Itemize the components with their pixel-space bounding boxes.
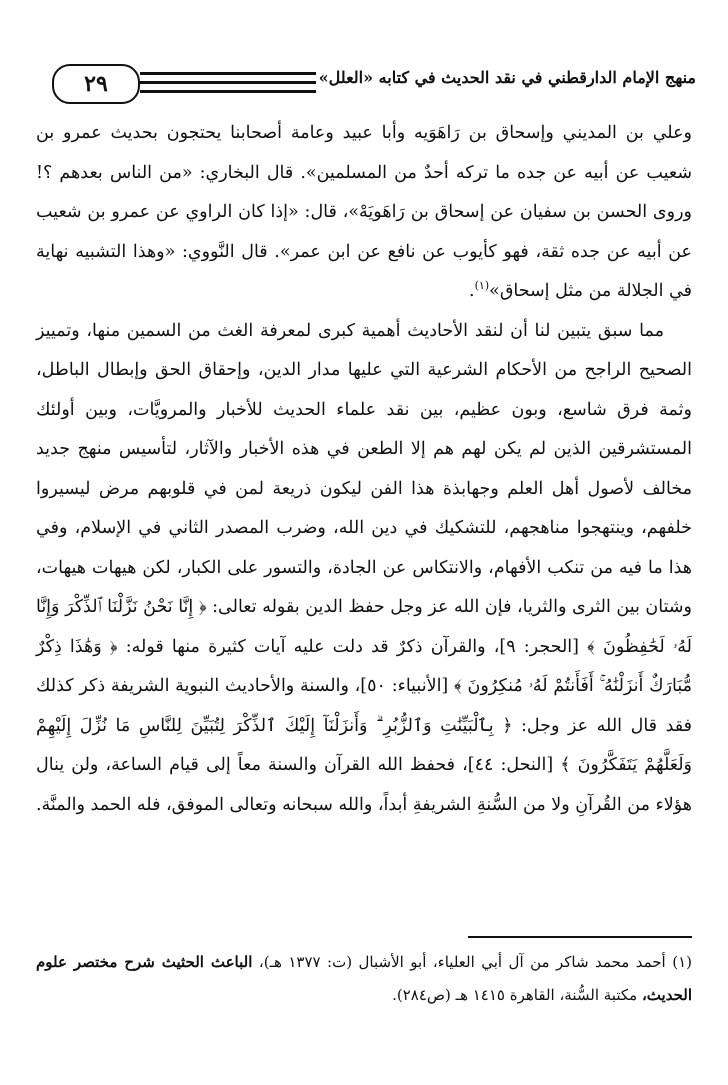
paragraph	[36, 114, 692, 312]
running-title: منهج الإمام الدارقطني في نقد الحديث في كتابه «العلل»	[318, 68, 696, 87]
footnote	[36, 946, 692, 1012]
paragraph: مما سبق يتبين لنا أن لنقد الأحاديث أهمية كبرى لمعرفة الغث من السمين منها، وتمييز الصحيح الراجح من الأحكام الشرعية التي عليها مدار الدين، وإحقاق الحق وإبطال الباطل، وثمة فرق شاسع، وبون عظيم، بين نقد علماء الحديث للأخبار والمرويَّات، وبين أولئك المستشرقين الذين لم يكن لهم هم إلا الطعن في هذه الأخبار والآثار، لتأسيس منهج جديد مخالف لأصول أهل العلم وجهابذة هذا الفن ليكون ذريعة لمن في قلوبهم مرض ليسيروا خلفهم، وينتهجوا مناهجهم، للتشكيك في دين الله، وضرب المصدر الثاني في الإسلام، وفي هذا ما فيه من تنكب الأفهام، والانتكاس عن الجادة، والتسور على الكبار، لكن هيهات هيهات، وشتان بين الثرى والثريا، فإن الله عز وجل حفظ الدين بقوله تعالى: ﴿ إِنَّا نَحْنُ نَزَّلْنَا ٱلذِّكْرَ وَإِنَّا لَهُۥ لَحَٰفِظُونَ ﴾ [الحجر: ٩]، والقرآن ذكرٌ قد دلت عليه آيات كثيرة منها قوله: ﴿ وَهَٰذَا ذِكْرٌ مُّبَارَكٌ أَنزَلْنَٰهُ ۚ أَفَأَنتُمْ لَهُۥ مُنكِرُونَ ﴾ [الأنبياء: ٥٠]، والسنة والأحاديث النبوية الشريفة ذكر كذلك فقد قال الله عز وجل: ﴿ بِٱلْبَيِّنَٰتِ وَٱلزُّبُرِ ۗ وَأَنزَلْنَآ إِلَيْكَ ٱلذِّكْرَ لِتُبَيِّنَ لِلنَّاسِ مَا نُزِّلَ إِلَيْهِمْ وَلَعَلَّهُمْ يَتَفَكَّرُونَ ﴾ [النحل: ٤٤]، فحفظ الله القرآن والسنة معاً إلى قيام الساعة، ولن ينال هؤلاء من القُرآنِ ولا من السُّنةِ الشريفةِ أبداً، والله سبحانه وتعالى الموفق، فله الحمد والمنَّة.	[35, 320, 692, 815]
footnote-reference: (١)	[474, 279, 490, 293]
header-rule	[140, 81, 316, 84]
header-rule	[140, 90, 316, 93]
footnote-marker: (١)	[672, 953, 692, 971]
paragraph-text: وعلي بن المديني وإسحاق بن رَاهَوَيه وأبا عبيد وعامة أصحابنا يحتجون بحديث عمرو بن شعيب عن أبيه عن جده ما تركه أحدٌ من المسلمين». قال البخاري: «من الناس بعدهم ؟! وروى الحسن بن سفيان عن إسحاق بن رَاهَويَهْ»، قال: «إذا كان الراوي عن عمرو بن شعيب عن أبيه عن جده ثقة، فهو كأيوب عن نافع عن ابن عمر». قال النَّووي: «وهذا التشبيه نهاية في الجلالة من مثل إسحاق»	[36, 123, 692, 301]
footnote-author: أحمد محمد شاكر من آل أبي العلياء، أبو الأشبال (ت: ١٣٧٧ هـ)،	[258, 953, 666, 971]
paragraph-end: .	[469, 281, 475, 301]
page-header	[40, 46, 696, 106]
header-rule	[140, 72, 316, 75]
footnote-divider	[468, 936, 692, 938]
footnote-book-title: الباعث الحثيث شرح مختصر علوم الحديث،	[36, 953, 692, 1004]
page-number: ٢٩	[52, 64, 140, 104]
body-text	[36, 114, 692, 825]
footnote-publisher: مكتبة السُّنة، القاهرة ١٤١٥ هـ (ص٢٨٤).	[392, 986, 638, 1004]
